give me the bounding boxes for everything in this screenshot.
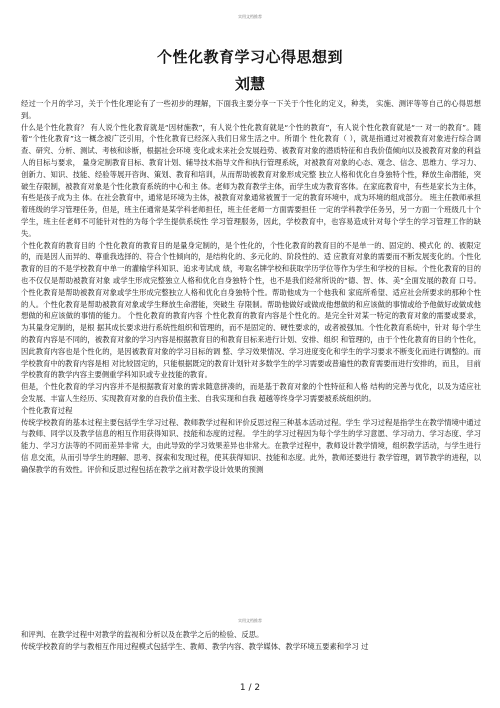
content-note-paragraph: 但是，个性化教育的学习内容并不是根据教育对象的需求随意拼凑的，而是基于教育对象的个性特征和人格 结构的完善与优化，以及为适应社会发展、丰富人生经历、实现教育对象的自我价值主张、自我实现和自我 超越等终身学习需要被系统组织的。 <box>21 382 481 403</box>
continuation-line-2: 传统学校教育的学与教相互作用过程模式包括学生、教师、教学内容、教学媒体、教学环境五要素和学习 过 <box>21 641 369 651</box>
section-heading-process: 个性化教育过程 <box>21 405 73 415</box>
document-body <box>21 98 481 476</box>
continuation-line-1: 和评判、在教学过程中对教学的监视和分析以及在教学之后的检验、反思。 <box>21 630 264 639</box>
document-body-continued <box>21 629 481 653</box>
page-number: 1 / 2 <box>239 683 261 693</box>
purpose-content-paragraph: 个性化教育的教育目的 个性化教育的教育目的是量身定制的，是个性化的，个性化教育的教育目的不是单一的、固定的、模式化 的、被限定的，而是因人而异的、尊重我选择的、符合个性倾向的，是结构化的、多元化的、阶段性的、适 应教育对象的需要而不断发展变化的。个性化教育的目的不是学校教育中单一的灌输学科知识、追求考试成 绩，考取名牌学校和获取学历学位等作为学生和学校的目标。个性化教育的目的也不仅仅是帮助被教育对象 或学生形成完整独立人格和优化自身独特个性，也不是我们经常所说的“德、智、体、美”全面发展的教育 口号。个性化教育是帮助被教育对象或学生形成完整独立人格和优化自身独特个性。帮助他成为一个他我和 家庭所希望、适应社会所要求的那种个性的人。个性化教育是帮助被教育对象或学生释放生命潜能，突破生 存限制。帮助他做好或做成他想做的和应该做的事情或给予他做好或做成他想做的和应该做的事情的能力。 个性化教育的教育内容 个性化教育的教育内容是个性化的。是完全针对某一特定的教育对象的需要或要求， 为其量身定制的，是根 据其成长要求进行系统性组织和管理的，而不是固定的、硬性要求的，或者被强加。个性化教育系统中，针对 每个学生的教育内容是不同的，被教育对象的学习内容是根据教育目的和教育目标来进行计划、安排、组织 和管理的，由于个性化教育的目的个性化，因此教育内容也是个性化的，是因被教育对象的学习目标的调 整、学习效果情况、学习进度变化和学生的学习要求不断变化而进行调整的。而学校教育中的教育内容是相 对比较固定的，只能根据既定的教育计划针对多数学生的学习需要或普遍性的教育需要而进行安排的，而且， 目前学校教育的教学内容主要侧重学科知识或专业技能的教育。 <box>21 240 481 380</box>
document-title: 个性化教育学习心得思想到 <box>156 48 343 66</box>
header-tag: 实用文档推荐 <box>238 14 262 19</box>
definition-paragraph: 什么是个性化教育？ 有人说个性化教育就是“因材施教”，有人说个性化教育就是“个性的教育”，有人说个性化教育就是“一 对一的教育”。随着“个性化教育”这一概念被广泛引用，个性化教育已经深入我们日常生活之中。所谓个 性化教育（ ），就是指通过对被教育对象进行综合调查、研究、分析、测试、考核和诊断，根据社会环境 变化或未来社会发展趋势、被教育对象的潜质特征和自我价值倾向以及被教育对象的利益人的目标与要求， 量身定制教育目标、教育计划、辅导技术指导文件和执行管理系统，对被教育对象的心态、观念、信念、思维力、学习力、创新力、知识、技能、经验等展开咨询、策划、教育和培训，从而帮助被教育对象形成完整 独立人格和优化自身独特个性，释放生命潜能，突破生存限制，被教育对象是个性化教育系统的中心和主 体。老师为教育教学主体，而学生成为教育客体。在家庭教育中，有些是家长为主体，有些是孩子成为主 体。在社会教育中，通常是环境为主体，被教育对象通常被置于一定的教育环境中，成为环境的组成部分。 班主任教师承担着班级的学习管理任务，但是，班主任通常是某学科老师担任，班主任老师一方面需要担任 一定的学科教学任务另，另一方面一个班级几十个学生，班主任老师不可能针对性的为每个学生提供系统性 学习管理服务，因此，学校教育中，也容易造成针对每个学生的学习管理工作的缺失。 <box>21 122 481 238</box>
process-paragraph: 传统学校教育的基本过程主要包括学生学习过程、教师教学过程和评价反思过程三种基本活动过程。学生 学习过程是指学生在教学情境中通过与教师、同学以及教学信息的相互作用获得知识、技能和态度的过程。 学生的学习过程因为每个学生的学习意愿、学习动力、学习态度、学习能力、学习方法等的不同而差异非常 大，由此导致的学习效果差异也非常大。在教学过程中，教师设计教学情境，组织教学活动，与学生进行信 息交流，从而引导学生的理解、思考、探索和发现过程，使其获得知识、技能和态度。此外，教师还要进行 教学管理，调节教学的进程，以确保教学的有效性。评价和反思过程包括在教学之前对教学设计效果的预测 <box>21 417 481 474</box>
intro-paragraph: 经过一个月的学习，关于个性化理论有了一些初步的理解，下面我主要分享一下关于个性化的定义，种类， 实施、测评等等自己的心得思想到。 <box>21 99 481 120</box>
footer-tag: 实用文档推荐 <box>238 618 262 623</box>
author-name: 刘慧 <box>234 75 265 93</box>
